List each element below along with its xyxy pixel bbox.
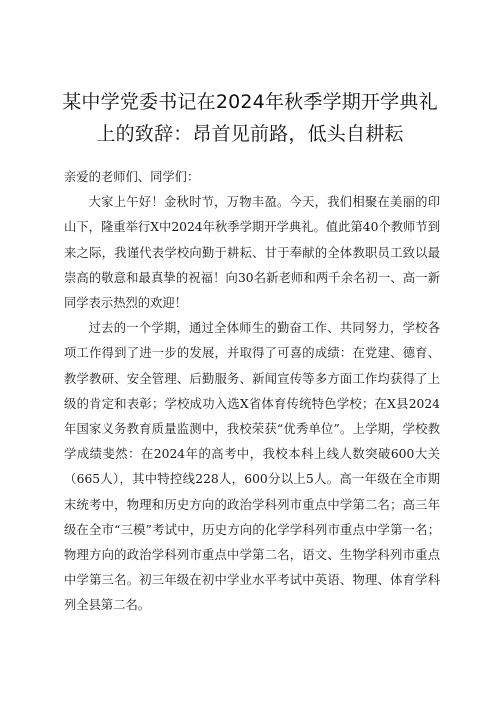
- title-line-2: 上的致辞：昂首见前路，低头自耕耘: [96, 123, 404, 145]
- document-title: [60, 86, 440, 150]
- paragraph-greeting: 大家上午好！金秋时节，万物丰盈。今天，我们相聚在美丽的印山下，隆重举行X中2024年秋季学期开学典礼。值此第40个教师节到来之际，我谨代表学校向勤于耕耘、甘于奉献的全体教职员工致以最崇高的敬意和最真挚的祝福！向30名新老师和两千余名初一、高一新同学表示热烈的欢迎！: [64, 195, 440, 311]
- document-body: [64, 165, 440, 619]
- title-line-1: 某中学党委书记在2024年秋季学期开学典礼: [62, 91, 438, 113]
- salutation: 亲爱的老师们、同学们：: [64, 170, 200, 184]
- paragraph-achievements: 过去的一个学期，通过全体师生的勤奋工作、共同努力，学校各项工作得到了进一步的发展，并取得了可喜的成绩：在党建、德育、教学教研、安全管理、后勤服务、新闻宣传等多方面工作均获得了上级的肯定和表彰；学校成功入选X省体育传统特色学校；在X县2024年国家义务教育质量监测中，我校荣获“优秀单位”。上学期，学校教学成绩斐然：在2024年的高考中，我校本科上线人数突破600大关（665人），其中特控线228人，600分以上5人。高一年级在全市期末统考中，物理和历史方向的政治学科列市重点中学第二名；高三年级在全市“三模”考试中，历史方向的化学学科列市重点中学第一名；物理方向的政治学科列市重点中学第二名，语文、生物学科列市重点中学第三名。初三年级在初中学业水平考试中英语、物理、体育学科列全县第二名。: [64, 321, 440, 613]
